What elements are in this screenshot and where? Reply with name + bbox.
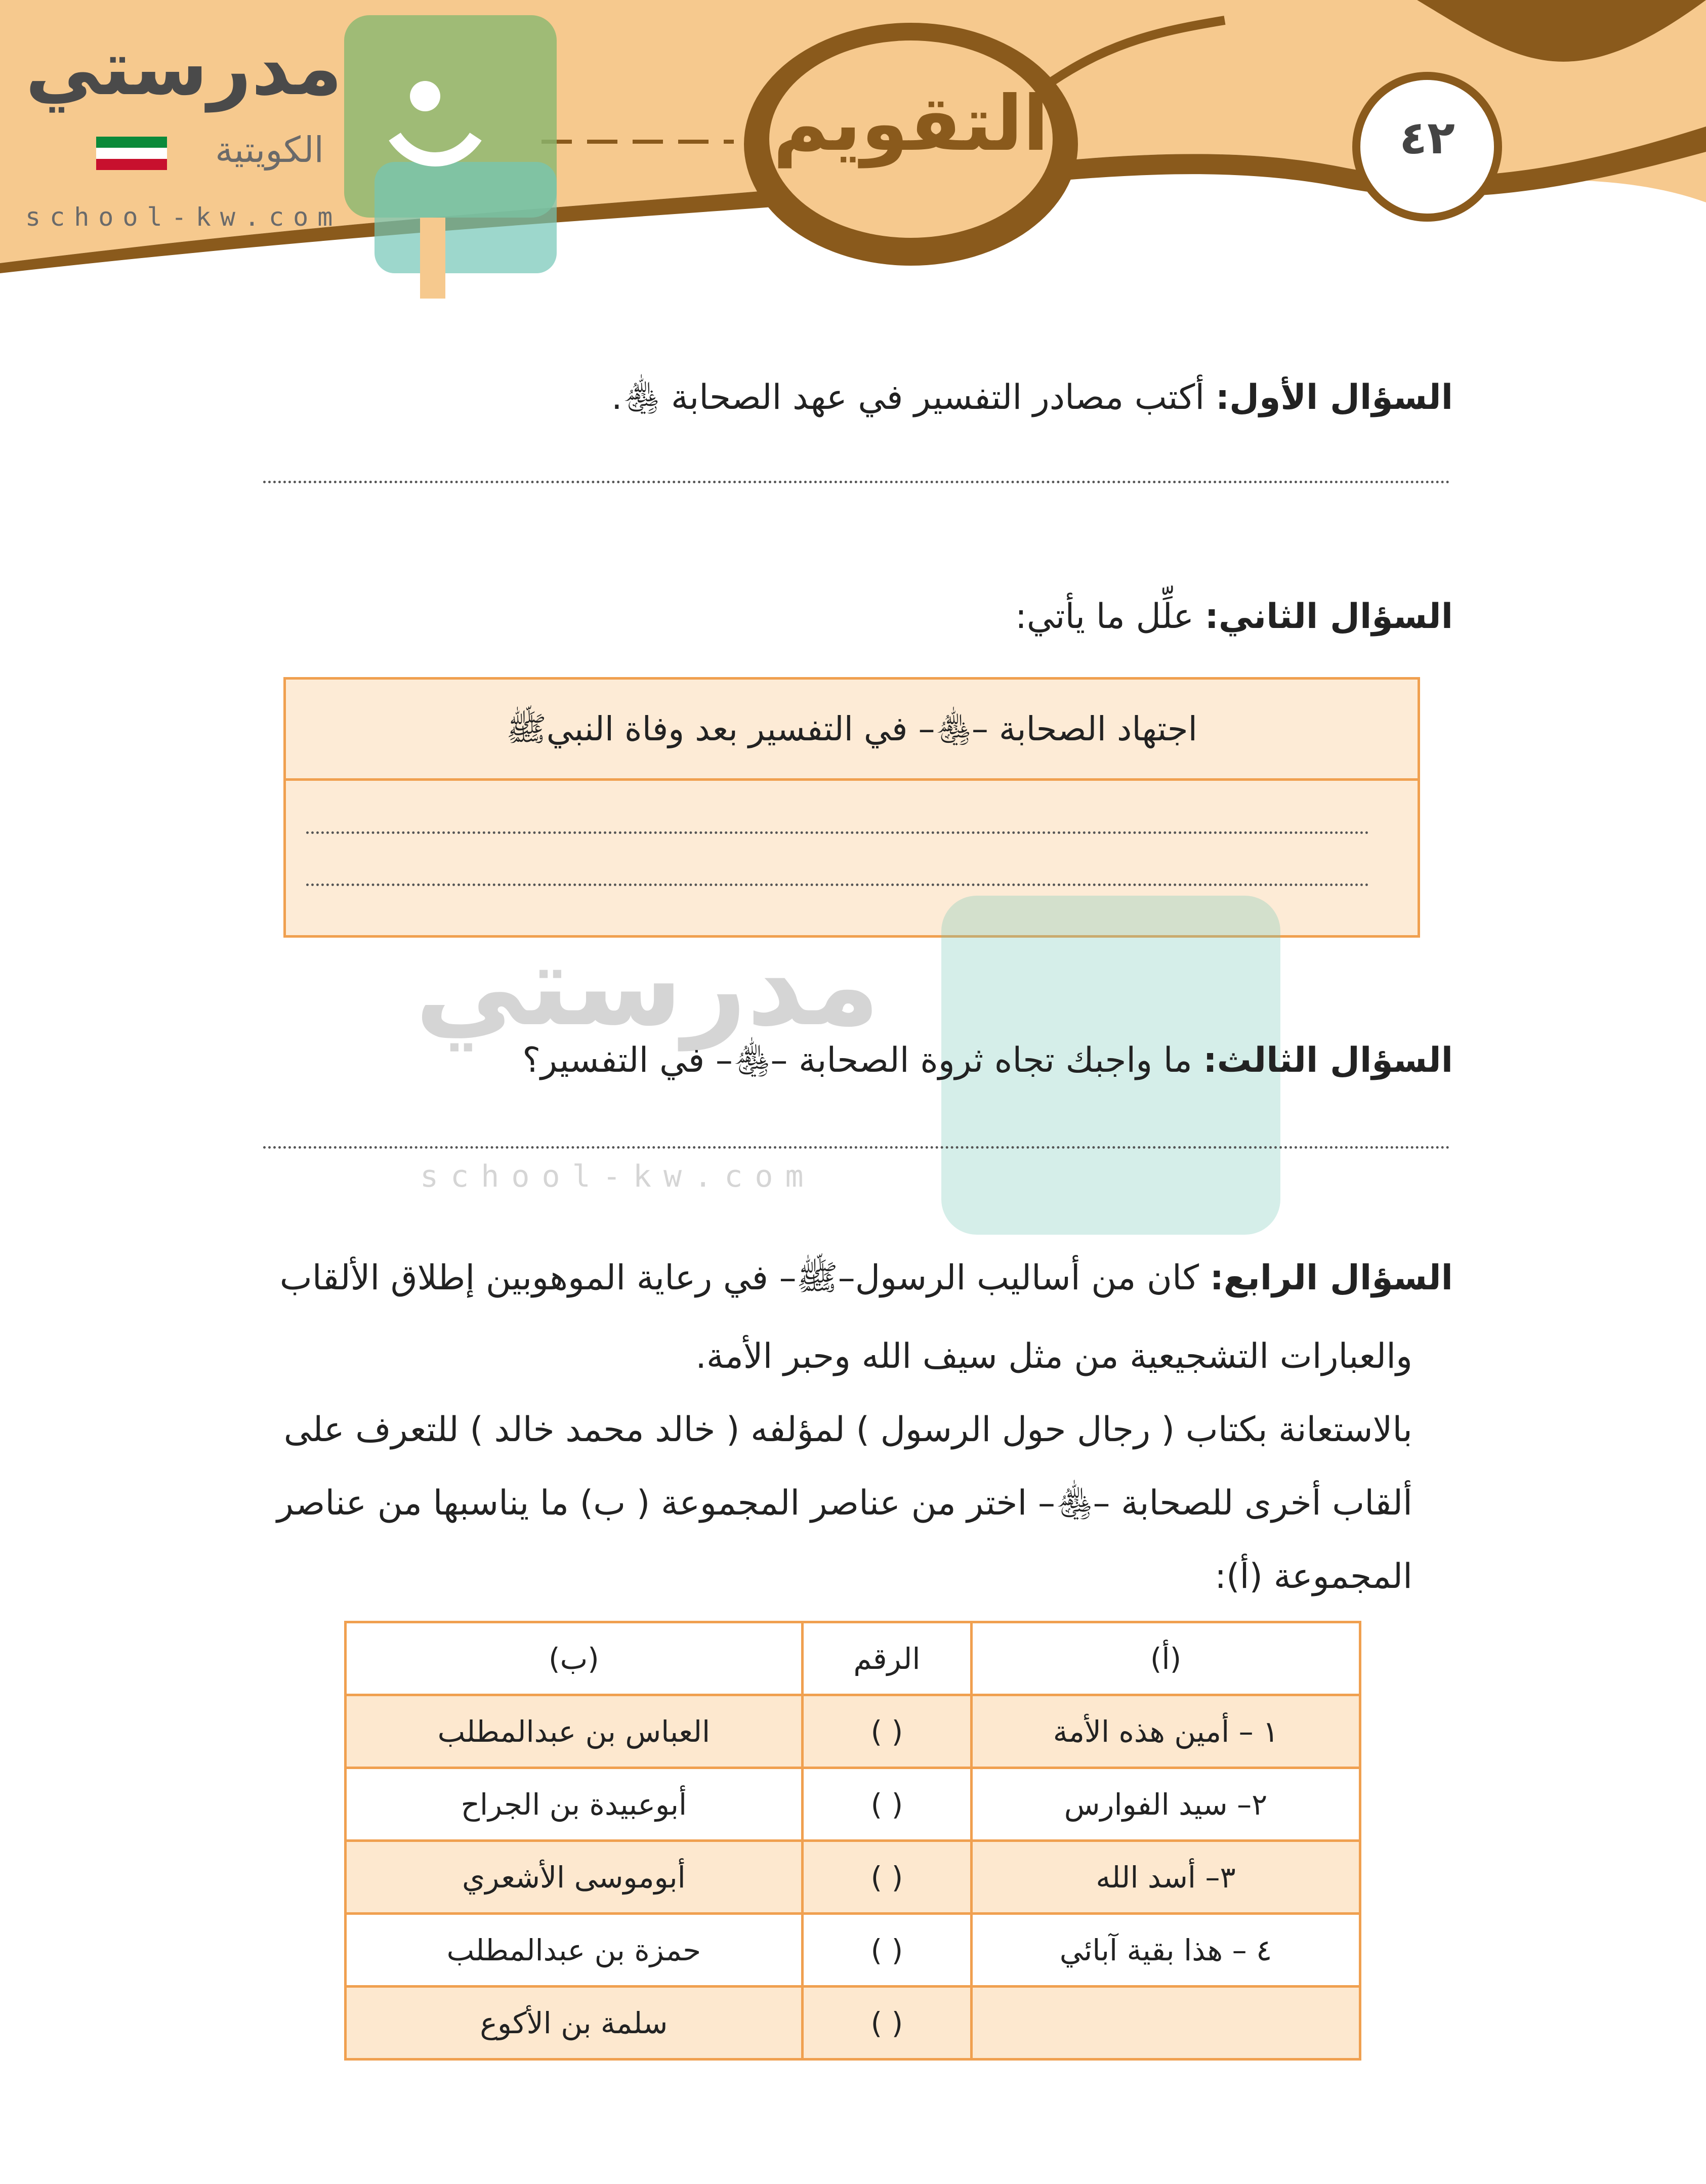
section-title: التقويم — [773, 80, 1049, 168]
question-1-label: السؤال الأول: — [1215, 377, 1453, 417]
cell-b: العباس بن عبدالمطلب — [346, 1695, 803, 1768]
brand-subtitle: الكويتية — [215, 129, 324, 171]
cell-b: أبوعبيدة بن الجراح — [346, 1768, 803, 1841]
question-3-text: ما واجبك تجاه ثروة الصحابة –﵃– في التفسير؟ — [522, 1040, 1192, 1080]
brand-name: مدرستي — [25, 24, 343, 112]
logo-teal-block — [375, 162, 557, 273]
answer-line-1[interactable] — [263, 481, 1450, 483]
answer-line-2b[interactable] — [306, 884, 1369, 886]
watermark-brand: مدرستي — [415, 921, 880, 1051]
table-row — [346, 1768, 1360, 1841]
cell-number-input[interactable]: ( ) — [802, 1841, 971, 1914]
table-row — [346, 1914, 1360, 1987]
question-4-line-4: ألقاب أخرى للصحابة –﵃– اختر من عناصر المجموعة ( ب) ما يناسبها من عناصر — [277, 1483, 1412, 1523]
question-2 — [1015, 596, 1453, 638]
question-4-text-1: كان من أساليب الرسول–ﷺ– في رعاية الموهوبين إطلاق الألقاب — [279, 1258, 1199, 1298]
cell-b: أبوموسى الأشعري — [346, 1841, 803, 1914]
question-2-label: السؤال الثاني: — [1204, 597, 1453, 637]
question-4-label: السؤال الرابع: — [1210, 1258, 1453, 1298]
cell-b: سلمة بن الأكوع — [346, 1987, 803, 2060]
header-group-b: (ب) — [346, 1622, 803, 1695]
cell-a: ٣– أسد الله — [972, 1841, 1360, 1914]
header-group-a: (أ) — [972, 1622, 1360, 1695]
cell-a: ١ – أمين هذه الأمة — [972, 1695, 1360, 1768]
table-row — [346, 1695, 1360, 1768]
logo-stem — [420, 218, 445, 299]
matching-table — [344, 1621, 1361, 2061]
table-row — [346, 1841, 1360, 1914]
cell-number-input[interactable]: ( ) — [802, 1695, 971, 1768]
cell-a — [972, 1987, 1360, 2060]
answer-line-3[interactable] — [263, 1146, 1450, 1149]
watermark-url: school-kw.com — [420, 1159, 816, 1194]
header-number: الرقم — [802, 1622, 971, 1695]
cell-number-input[interactable]: ( ) — [802, 1987, 971, 2060]
cell-b: حمزة بن عبدالمطلب — [346, 1914, 803, 1987]
table-row — [346, 1987, 1360, 2060]
kuwait-flag-icon — [96, 137, 167, 170]
cell-a: ٤ – هذا بقية آبائي — [972, 1914, 1360, 1987]
reason-box-heading: اجتهاد الصحابة –﵃– في التفسير بعد وفاة النبيﷺ — [286, 680, 1418, 781]
question-4-line-5: المجموعة (أ): — [1215, 1557, 1412, 1597]
question-2-text: علِّل ما يأتي: — [1015, 597, 1194, 637]
table-header-row — [346, 1622, 1360, 1695]
question-4-line-2: والعبارات التشجيعية من مثل سيف الله وحبر الأمة. — [695, 1336, 1412, 1376]
question-4-line-3: بالاستعانة بكتاب ( رجال حول الرسول ) لمؤلفه ( خالد محمد خالد ) للتعرف على — [283, 1410, 1412, 1450]
brand-url: school-kw.com — [25, 202, 342, 232]
cell-a: ٢– سيد الفوارس — [972, 1768, 1360, 1841]
question-1-text: أكتب مصادر التفسير في عهد الصحابة ﵃. — [611, 377, 1205, 417]
question-3 — [522, 1040, 1453, 1081]
question-3-label: السؤال الثالث: — [1203, 1040, 1453, 1080]
logo-dot — [410, 81, 440, 111]
cell-number-input[interactable]: ( ) — [802, 1768, 971, 1841]
page-number: ٤٢ — [1399, 111, 1455, 164]
answer-line-2a[interactable] — [306, 831, 1369, 834]
cell-number-input[interactable]: ( ) — [802, 1914, 971, 1987]
question-4-line-1 — [280, 1257, 1453, 1299]
question-1 — [611, 377, 1453, 418]
